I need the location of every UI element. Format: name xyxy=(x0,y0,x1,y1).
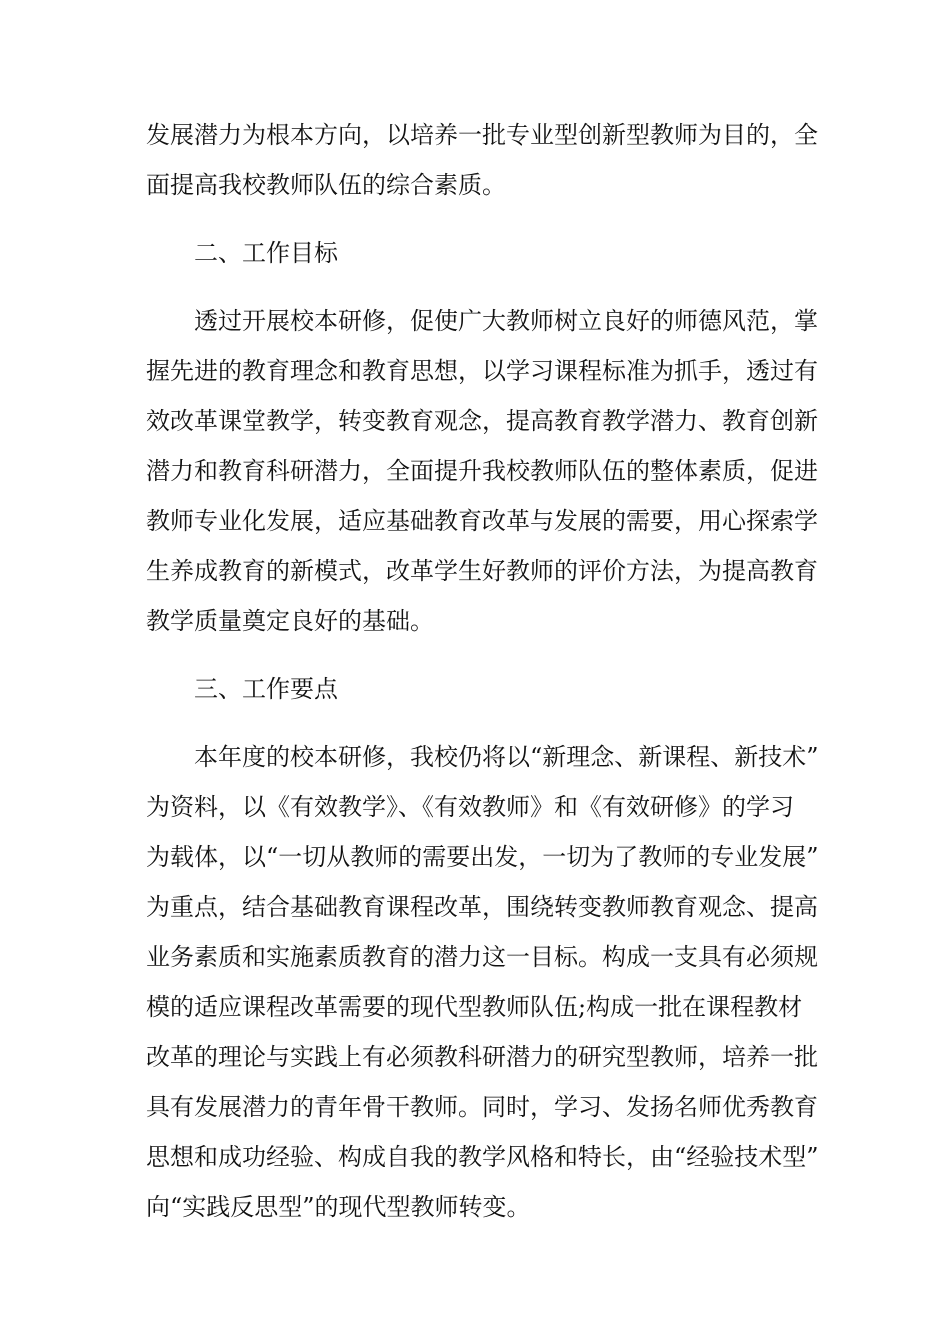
paragraph-2-line-1: 透过开展校本研修，促使广大教师树立良好的师德风范，掌 xyxy=(194,307,818,335)
paragraph-3-line-5: 业务素质和实施素质教育的潜力这一目标。构成一支具有必须规 xyxy=(146,943,818,971)
paragraph-2-line-7: 教学质量奠定良好的基础。 xyxy=(146,607,434,635)
paragraph-2-line-3: 效改革课堂教学，转变教育观念，提高教育教学潜力、教育创新 xyxy=(146,407,818,435)
paragraph-3-line-2: 为资料，以《有效教学》、《有效教师》和《有效研修》的学习 xyxy=(146,793,794,821)
paragraph-3-line-8: 具有发展潜力的青年骨干教师。同时，学习、发扬名师优秀教育 xyxy=(146,1093,818,1121)
section-heading-work-points: 三、工作要点 xyxy=(194,675,338,703)
section-heading-work-goals: 二、工作目标 xyxy=(194,239,338,267)
paragraph-2-line-2: 握先进的教育理念和教育思想，以学习课程标准为抓手，透过有 xyxy=(146,357,818,385)
paragraph-2-line-4: 潜力和教育科研潜力，全面提升我校教师队伍的整体素质，促进 xyxy=(146,457,818,485)
paragraph-1-line-2: 面提高我校教师队伍的综合素质。 xyxy=(146,171,506,199)
paragraph-3-line-9: 思想和成功经验、构成自我的教学风格和特长，由“经验技术型” xyxy=(146,1143,819,1171)
paragraph-3-line-1: 本年度的校本研修，我校仍将以“新理念、新课程、新技术” xyxy=(194,743,819,771)
paragraph-3-line-4: 为重点，结合基础教育课程改革，围绕转变教师教育观念、提高 xyxy=(146,893,818,921)
paragraph-3-line-6: 模的适应课程改革需要的现代型教师队伍;构成一批在课程教材 xyxy=(146,993,803,1021)
paragraph-3-line-10: 向“实践反思型”的现代型教师转变。 xyxy=(146,1193,531,1221)
paragraph-2-line-5: 教师专业化发展，适应基础教育改革与发展的需要，用心探索学 xyxy=(146,507,818,535)
paragraph-3-line-7: 改革的理论与实践上有必须教科研潜力的研究型教师，培养一批 xyxy=(146,1043,818,1071)
paragraph-3-line-3: 为载体，以“一切从教师的需要出发，一切为了教师的专业发展” xyxy=(146,843,819,871)
paragraph-2-line-6: 生养成教育的新模式，改革学生好教师的评价方法，为提高教育 xyxy=(146,557,818,585)
paragraph-1-line-1: 发展潜力为根本方向，以培养一批专业型创新型教师为目的，全 xyxy=(146,121,818,149)
